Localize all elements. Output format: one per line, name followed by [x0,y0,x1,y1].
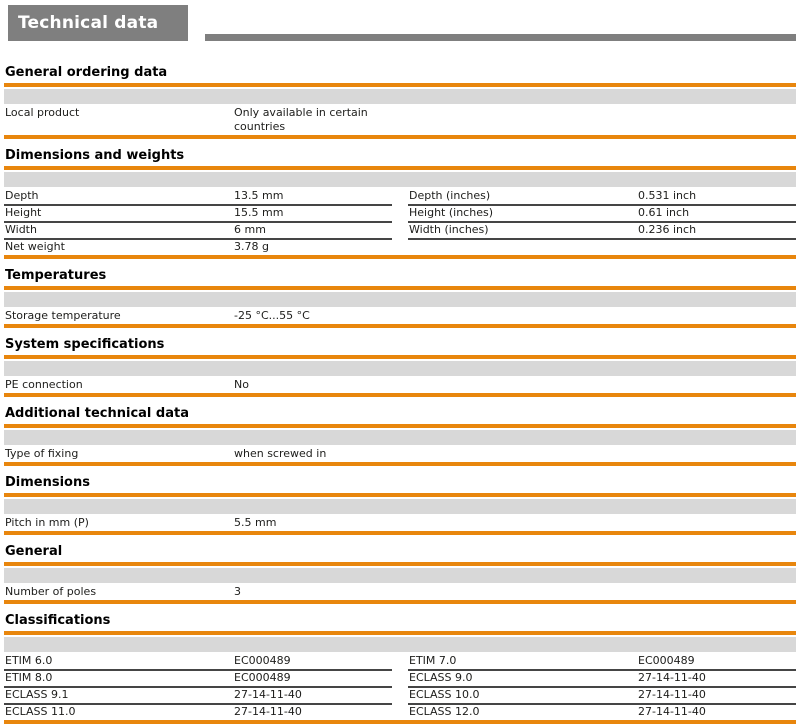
spec-row [408,206,796,223]
section-heading: Additional technical data [5,406,189,421]
page-header [4,5,796,41]
spec-label: Height (inches) [409,206,493,219]
spec-row [4,189,392,206]
sections-container [4,65,796,724]
section [4,337,796,397]
spec-label: Type of fixing [5,447,79,460]
spec-label: ETIM 8.0 [5,671,53,684]
section-bottom-rule [4,393,796,397]
section-bottom-rule [4,135,796,139]
spec-value: 3 [234,585,241,598]
spec-label: Storage temperature [5,309,121,322]
spec-row [408,688,796,705]
spec-row [408,223,796,240]
spec-column [408,654,796,720]
spec-value: 27-14-11-40 [234,688,302,701]
spec-value: 6 mm [234,223,266,236]
section [4,148,796,259]
section [4,613,796,724]
spec-row [4,223,392,240]
section-heading: System specifications [5,337,165,352]
spec-column [4,189,392,255]
spec-value: 0.61 inch [638,206,690,219]
section-top-rule [4,631,796,635]
spec-column [4,309,796,324]
spec-value: EC000489 [234,671,291,684]
section-header-band [4,89,796,104]
section-top-rule [4,562,796,566]
section-columns [4,309,796,324]
section-heading: General ordering data [5,65,168,80]
spec-label: Net weight [5,240,65,253]
spec-value: No [234,378,249,391]
spec-column [4,516,796,531]
spec-value: EC000489 [234,654,291,667]
section-bottom-rule [4,324,796,328]
spec-label: ECLASS 9.1 [5,688,69,701]
section-heading: Classifications [5,613,111,628]
spec-label: Depth [5,189,39,202]
section-bottom-rule [4,255,796,259]
section-columns [4,654,796,720]
spec-value: when screwed in [234,447,327,460]
spec-row [4,309,796,324]
section-columns [4,585,796,600]
spec-label: ETIM 7.0 [409,654,457,667]
spec-label: Depth (inches) [409,189,491,202]
spec-label: Width (inches) [409,223,489,236]
section-columns [4,378,796,393]
spec-column [4,585,796,600]
spec-value: Only available in certain countries [234,106,368,133]
spec-label: Local product [5,106,80,119]
spec-label: Pitch in mm (P) [5,516,89,529]
spec-column [4,106,796,135]
spec-value: 15.5 mm [234,206,284,219]
spec-label: ETIM 6.0 [5,654,53,667]
spec-row [4,654,392,671]
section-bottom-rule [4,720,796,724]
spec-value: 0.531 inch [638,189,697,202]
spec-row [4,240,392,255]
section-top-rule [4,355,796,359]
section-header-band [4,568,796,583]
section-columns [4,189,796,255]
spec-row [408,671,796,688]
spec-value: 5.5 mm [234,516,277,529]
spec-label: Width [5,223,37,236]
spec-row [408,705,796,720]
section-heading: Dimensions [5,475,90,490]
section [4,406,796,466]
section-top-rule [4,166,796,170]
spec-label: Height [5,206,42,219]
spec-row [4,378,796,393]
section-top-rule [4,83,796,87]
spec-label: ECLASS 11.0 [5,705,76,718]
spec-label: PE connection [5,378,83,391]
spec-row [4,585,796,600]
spec-label: ECLASS 12.0 [409,705,480,718]
section [4,475,796,535]
spec-row [408,654,796,671]
spec-value: 13.5 mm [234,189,284,202]
spec-value: 27-14-11-40 [638,688,706,701]
section-heading: Dimensions and weights [5,148,185,163]
spec-value: 27-14-11-40 [638,671,706,684]
spec-label: Number of poles [5,585,97,598]
section [4,544,796,604]
spec-row [4,516,796,531]
spec-column [408,189,796,255]
section-bottom-rule [4,531,796,535]
section-columns [4,516,796,531]
spec-column [4,378,796,393]
section-header-band [4,292,796,307]
section-columns [4,106,796,135]
spec-value: 3.78 g [234,240,269,253]
section-header-band [4,499,796,514]
spec-value: 0.236 inch [638,223,697,236]
spec-row [408,189,796,206]
header-rule [205,34,796,41]
section-header-band [4,637,796,652]
section-header-band [4,172,796,187]
section [4,268,796,328]
spec-row [4,447,796,462]
spec-value: -25 °C...55 °C [234,309,310,322]
spec-label: ECLASS 9.0 [409,671,473,684]
spec-value: 27-14-11-40 [234,705,302,718]
spec-row [4,688,392,705]
section-heading: Temperatures [5,268,107,283]
spec-row [4,206,392,223]
section-top-rule [4,286,796,290]
spec-row [4,671,392,688]
spec-row [4,705,392,720]
section-bottom-rule [4,600,796,604]
spec-column [4,654,392,720]
section-bottom-rule [4,462,796,466]
section-header-band [4,430,796,445]
section-heading: General [5,544,63,559]
section-top-rule [4,424,796,428]
section-columns [4,447,796,462]
section-top-rule [4,493,796,497]
spec-value: EC000489 [638,654,695,667]
spec-value: 27-14-11-40 [638,705,706,718]
spec-column [4,447,796,462]
spec-row [4,106,796,135]
spec-label: ECLASS 10.0 [409,688,480,701]
section [4,65,796,139]
section-header-band [4,361,796,376]
page-title: Technical data [8,5,188,41]
